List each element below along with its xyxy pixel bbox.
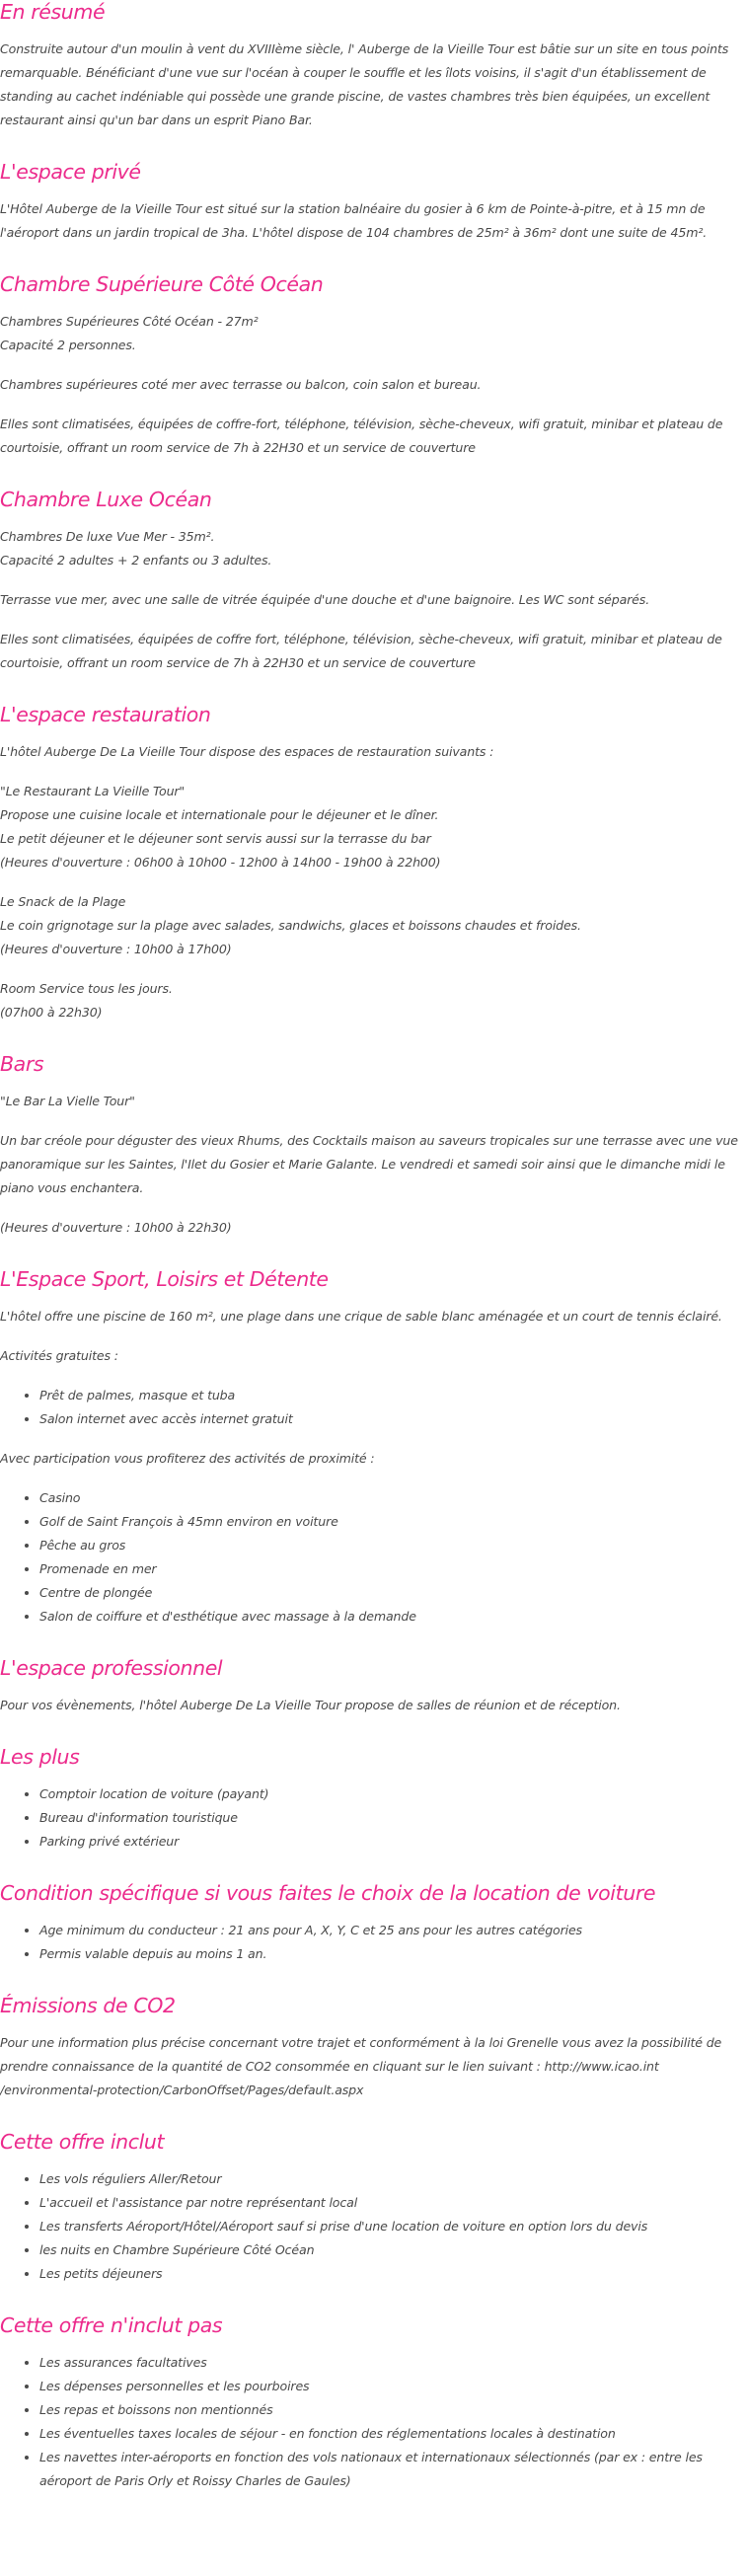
section-co2 <box>0 1994 748 2102</box>
list-item: • Les petits déjeuners <box>39 2262 748 2286</box>
resume-text: Construite autour d'un moulin à vent du XVIIIème siècle, l' Auberge de la Vieille Tour est bâtie sur un site en tous points remarquable. Bénéficiant d'une vue sur l'océan à couper le souffle et les îlots voisins, il s'agit d'un établissement de standing au cachet indéniable qui possède une grande piscine, de vastes chambres très bien équipées, un excellent restaurant ainsi qu'un bar dans un esprit Piano Bar. <box>0 41 729 127</box>
list-item: • Centre de plongée <box>39 1581 748 1605</box>
sport-intro: L'hôtel offre une piscine de 160 m², une plage dans une crique de sable blanc aménagée et un court de tennis éclairé. <box>0 1309 722 1324</box>
room-capacity: Capacité 2 personnes. <box>0 338 136 352</box>
restaurant-hours: (Heures d'ouverture : 06h00 à 10h00 - 12h00 à 14h00 - 19h00 à 22h00) <box>0 855 441 870</box>
restaurant-block <box>0 780 748 874</box>
list-item: • Permis valable depuis au moins 1 an. <box>39 1942 748 1966</box>
list-item: • L'accueil et l'assistance par notre représentant local <box>39 2191 748 2215</box>
section-not-included <box>0 2313 748 2493</box>
snack-description: Le coin grignotage sur la plage avec salades, sandwichs, glaces et boissons chaudes et froides. <box>0 918 581 933</box>
room-features: Terrasse vue mer, avec une salle de vitrée équipée d'une douche et d'une baignoire. Les WC sont séparés. <box>0 592 650 607</box>
section-title: Émissions de CO2 <box>0 1994 176 2017</box>
section-title: Chambre Supérieure Côté Océan <box>0 272 324 296</box>
snack-hours: (Heures d'ouverture : 10h00 à 17h00) <box>0 942 232 956</box>
room-amenities: Elles sont climatisées, équipées de coffre-fort, téléphone, télévision, sèche-cheveux, wifi gratuit, minibar et plateau de courtoisie, offrant un room service de 7h à 22H30 et un service de couverture <box>0 417 723 455</box>
section-extras <box>0 1745 748 1854</box>
list-item: • Les assurances facultatives <box>39 2351 748 2375</box>
section-title: Bars <box>0 1052 44 1076</box>
list-item: • Les repas et boissons non mentionnés <box>39 2398 748 2422</box>
list-item: • les nuits en Chambre Supérieure Côté Océan <box>39 2238 748 2262</box>
section-title: L'espace privé <box>0 160 141 184</box>
room-service-block <box>0 977 748 1024</box>
section-title: L'espace professionnel <box>0 1656 223 1680</box>
restaurant-name: "Le Restaurant La Vieille Tour" <box>0 784 186 798</box>
list-item: • Les transferts Aéroport/Hôtel/Aéroport sauf si prise d'une location de voiture en option lors du devis <box>39 2215 748 2238</box>
section-title: L'Espace Sport, Loisirs et Détente <box>0 1267 329 1291</box>
list-item: • Pêche au gros <box>39 1534 748 1557</box>
section-luxury-room <box>0 488 748 675</box>
conditions-list <box>0 1919 748 1966</box>
room-summary <box>0 525 748 572</box>
room-amenities: Elles sont climatisées, équipées de coffre fort, téléphone, télévision, sèche-cheveux, wifi gratuit, minibar et plateau de courtoisie, offrant un room service de 7h à 22H30 et un service de couverture <box>0 632 722 670</box>
section-title: Chambre Luxe Océan <box>0 488 212 511</box>
list-item: • Casino <box>39 1486 748 1510</box>
private-space-text: L'Hôtel Auberge de la Vieille Tour est situé sur la station balnéaire du gosier à 6 km de Pointe-à-pitre, et à 15 mn de l'aéroport dans un jardin tropical de 3ha. L'hôtel dispose de 104 chambres de 25m² à 36m² dont une suite de 45m². <box>0 201 708 240</box>
list-item: • Les dépenses personnelles et les pourboires <box>39 2375 748 2398</box>
free-activities-list <box>0 1384 748 1431</box>
section-sport-leisure <box>0 1267 748 1629</box>
list-item: • Les éventuelles taxes locales de séjour - en fonction des réglementations locales à destination <box>39 2422 748 2446</box>
not-included-list <box>0 2351 748 2493</box>
list-item: • Age minimum du conducteur : 21 ans pour A, X, Y, C et 25 ans pour les autres catégories <box>39 1919 748 1942</box>
section-resume <box>0 0 748 132</box>
bar-name: "Le Bar La Vielle Tour" <box>0 1094 135 1108</box>
section-title: En résumé <box>0 0 106 24</box>
section-included <box>0 2130 748 2286</box>
extras-list <box>0 1782 748 1854</box>
snack-block <box>0 890 748 961</box>
section-title: Cette offre inclut <box>0 2130 165 2154</box>
section-dining <box>0 703 748 1024</box>
list-item: • Parking privé extérieur <box>39 1830 748 1854</box>
section-title: Cette offre n'inclut pas <box>0 2313 223 2337</box>
list-item: • Salon internet avec accès internet gratuit <box>39 1407 748 1431</box>
bar-hours: (Heures d'ouverture : 10h00 à 22h30) <box>0 1220 232 1235</box>
list-item: • Les vols réguliers Aller/Retour <box>39 2167 748 2191</box>
paid-activities-list <box>0 1486 748 1629</box>
room-capacity: Capacité 2 adultes + 2 enfants ou 3 adultes. <box>0 553 272 568</box>
paid-activities-label: Avec participation vous profiterez des activités de proximité : <box>0 1451 375 1466</box>
professional-text: Pour vos évènements, l'hôtel Auberge De La Vieille Tour propose de salles de réunion et de réception. <box>0 1698 621 1712</box>
list-item: • Bureau d'information touristique <box>39 1806 748 1830</box>
list-item: • Les navettes inter-aéroports en fonction des vols nationaux et internationaux sélectionnés (par ex : entre les aéroport de Paris Orly et Roissy Charles de Gaules) <box>39 2446 748 2493</box>
list-item: • Golf de Saint François à 45mn environ en voiture <box>39 1510 748 1534</box>
room-service-label: Room Service tous les jours. <box>0 981 173 996</box>
section-private-space <box>0 160 748 245</box>
snack-name: Le Snack de la Plage <box>0 894 126 909</box>
list-item: • Salon de coiffure et d'esthétique avec massage à la demande <box>39 1605 748 1629</box>
restaurant-description: Propose une cuisine locale et internationale pour le déjeuner et le dîner. <box>0 807 439 822</box>
section-title: Condition spécifique si vous faites le choix de la location de voiture <box>0 1881 656 1905</box>
section-superior-room <box>0 272 748 460</box>
room-features: Chambres supérieures coté mer avec terrasse ou balcon, coin salon et bureau. <box>0 377 482 392</box>
room-size: Chambres De luxe Vue Mer - 35m². <box>0 529 215 544</box>
room-summary <box>0 310 748 357</box>
section-professional <box>0 1656 748 1717</box>
section-bars <box>0 1052 748 1240</box>
room-size: Chambres Supérieures Côté Océan - 27m² <box>0 314 259 329</box>
section-title: L'espace restauration <box>0 703 211 726</box>
free-activities-label: Activités gratuites : <box>0 1348 118 1363</box>
section-car-rental-conditions <box>0 1881 748 1966</box>
dining-intro: L'hôtel Auberge De La Vieille Tour dispose des espaces de restauration suivants : <box>0 744 494 759</box>
included-list <box>0 2167 748 2286</box>
restaurant-terrace: Le petit déjeuner et le déjeuner sont servis aussi sur la terrasse du bar <box>0 831 431 846</box>
bar-description: Un bar créole pour déguster des vieux Rhums, des Cocktails maison au saveurs tropicales sur une terrasse avec une vue panoramique sur les Saintes, l'Ilet du Gosier et Marie Galante. Le vendredi et samedi soir ainsi que le dimanche midi le piano vous enchantera. <box>0 1133 738 1195</box>
list-item: • Prêt de palmes, masque et tuba <box>39 1384 748 1407</box>
list-item: • Comptoir location de voiture (payant) <box>39 1782 748 1806</box>
section-title: Les plus <box>0 1745 80 1769</box>
room-service-hours: (07h00 à 22h30) <box>0 1005 103 1020</box>
list-item: • Promenade en mer <box>39 1557 748 1581</box>
co2-text: Pour une information plus précise concernant votre trajet et conformément à la loi Grenelle vous avez la possibilité de prendre connaissance de la quantité de CO2 consommée en cliquant sur le lien suivant : http://www.icao.int /environmental-protection/CarbonOffset/Pages/default.aspx <box>0 2035 722 2097</box>
